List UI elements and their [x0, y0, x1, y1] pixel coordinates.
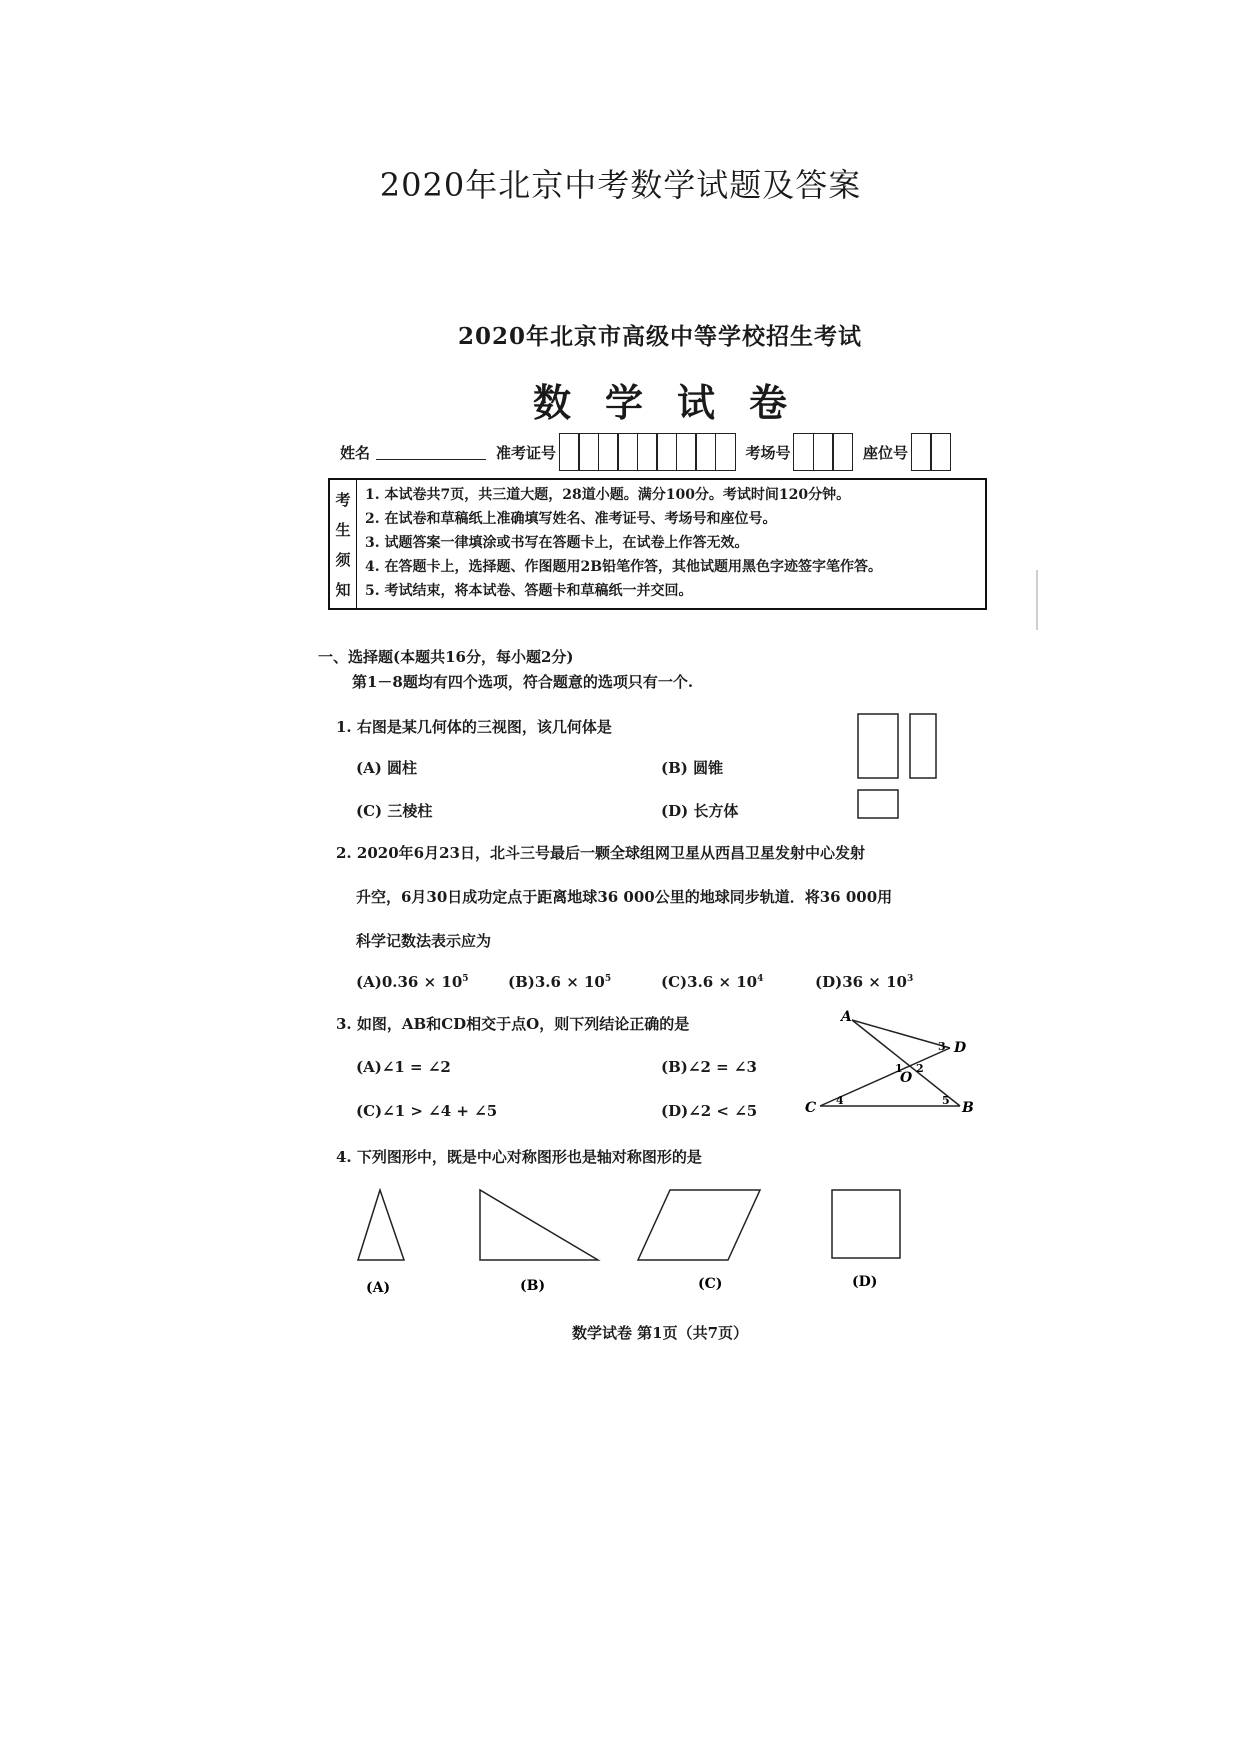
point-c-label: C: [805, 1100, 817, 1116]
seat-boxes: [912, 433, 951, 471]
q3-geometry-figure: [800, 1008, 980, 1118]
name-field: [376, 445, 486, 460]
angle-1-label: 1: [895, 1062, 903, 1075]
point-a-label: A: [841, 1009, 852, 1025]
q2-option-a: $(A)0.36 \times 10^5$: [356, 973, 469, 991]
q1-option-b: (B) 圆锥: [661, 759, 724, 777]
section-intro: 第1－8题均有四个选项，符合题意的选项只有一个.: [352, 673, 694, 691]
document-title: 2020年北京中考数学试题及答案: [379, 166, 862, 204]
section-title: 一、选择题(本题共16分，每小题2分): [318, 648, 574, 666]
seat-label: 座位号: [863, 443, 909, 462]
shape-d-label: (D): [852, 1274, 878, 1290]
notice-list: [357, 480, 985, 608]
point-o-label: O: [900, 1070, 913, 1086]
q1-three-view-figure: [852, 712, 942, 822]
q2-option-c: $(C)3.6 \times 10^4$: [661, 973, 764, 991]
name-label: 姓名: [340, 443, 371, 462]
exam-subtitle: 2020年北京市高级中等学校招生考试: [457, 323, 862, 350]
scan-artifact: [1036, 570, 1038, 630]
angle-2-label: 2: [916, 1062, 924, 1075]
shape-b-label: (B): [520, 1278, 546, 1294]
q3-stem: 3. 如图，AB和CD相交于点O，则下列结论正确的是: [336, 1015, 690, 1033]
notice-heading: 考 生 须 知: [330, 480, 357, 608]
room-boxes: [795, 433, 854, 471]
q1-option-d: (D) 长方体: [661, 802, 739, 820]
q3-option-a: (A)∠1 = ∠2: [356, 1058, 451, 1076]
notice-box: [328, 478, 987, 610]
q1-stem: 1. 右图是某几何体的三视图，该几何体是: [336, 718, 612, 736]
q4-stem: 4. 下列图形中，既是中心对称图形也是轴对称图形的是: [336, 1148, 702, 1166]
ticket-label: 准考证号: [496, 443, 557, 462]
notice-item: 4. 在答题卡上，选择题、作图题用2B铅笔作答，其他试题用黑色字迹签字笔作答。: [365, 559, 883, 575]
q2-line-3: 科学记数法表示应为: [356, 932, 492, 950]
q2-line-1: 2. 2020年6月23日，北斗三号最后一颗全球组网卫星从西昌卫星发射中心发射: [336, 844, 865, 862]
q2-line-2: 升空，6月30日成功定点于距离地球36 000公里的地球同步轨道．将36 000用: [356, 888, 893, 906]
shape-c-label: (C): [698, 1276, 723, 1292]
notice-item: 3. 试题答案一律填涂或书写在答题卡上，在试卷上作答无效。: [365, 535, 749, 551]
q2-option-d: $(D)36 \times 10^3$: [815, 973, 914, 991]
candidate-info-row: [340, 432, 961, 472]
shape-d-square: [832, 1190, 900, 1258]
exam-title: 数学试卷: [532, 380, 821, 425]
q1-option-c: (C) 三棱柱: [356, 802, 433, 820]
page-footer: 数学试卷 第1页（共7页）: [571, 1324, 749, 1342]
q2-option-b: $(B)3.6 \times 10^5$: [508, 973, 612, 991]
notice-item: 1. 本试卷共7页，共三道大题，28道小题。满分100分。考试时间120分钟。: [365, 487, 851, 503]
q1-option-a: (A) 圆柱: [356, 759, 418, 777]
shape-a-label: (A): [366, 1280, 391, 1296]
q3-option-b: (B)∠2 = ∠3: [661, 1058, 757, 1076]
shape-b-right-triangle: [480, 1190, 598, 1260]
shape-a-triangle: [358, 1190, 404, 1260]
angle-3-label: 3: [938, 1040, 946, 1053]
notice-item: 5. 考试结束，将本试卷、答题卡和草稿纸一并交回。: [365, 583, 693, 599]
room-label: 考场号: [745, 443, 791, 462]
point-b-label: B: [962, 1100, 974, 1116]
notice-item: 2. 在试卷和草稿纸上准确填写姓名、准考证号、考场号和座位号。: [365, 511, 777, 527]
q3-option-d: (D)∠2 < ∠5: [661, 1102, 758, 1120]
q4-shapes-figure: [350, 1188, 990, 1308]
ticket-boxes: [560, 433, 736, 471]
point-d-label: D: [954, 1040, 967, 1056]
q3-option-c: (C)∠1 > ∠4 + ∠5: [356, 1102, 498, 1120]
shape-c-parallelogram: [638, 1190, 760, 1260]
angle-4-label: 4: [836, 1094, 844, 1107]
angle-5-label: 5: [942, 1094, 950, 1107]
